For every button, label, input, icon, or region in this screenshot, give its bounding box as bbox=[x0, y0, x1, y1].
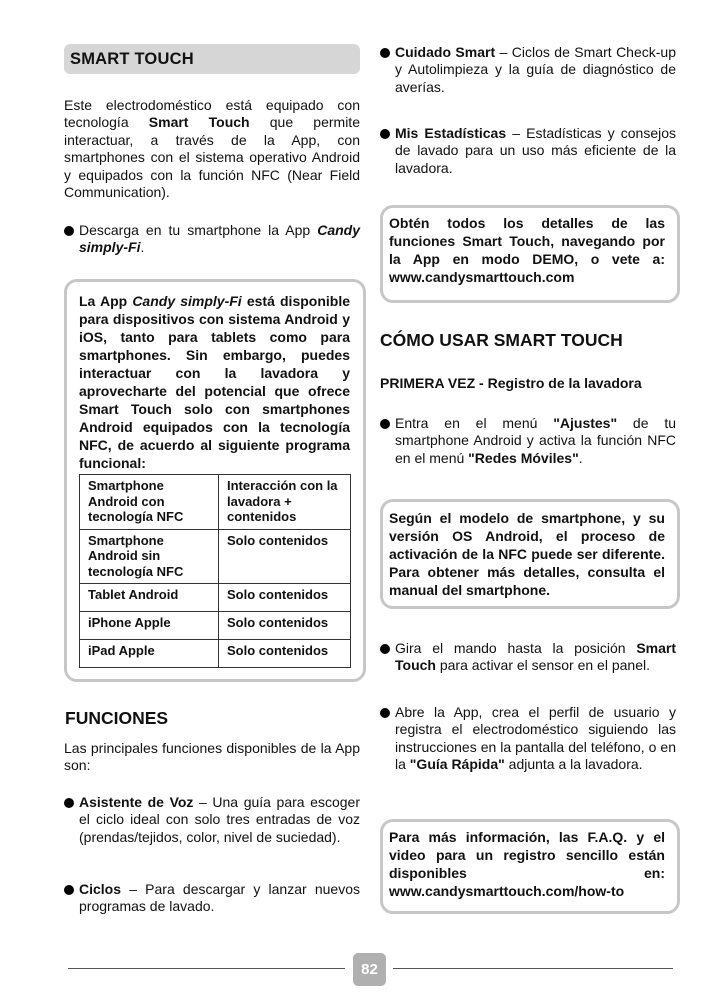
bullet-icon bbox=[64, 798, 74, 808]
app-name: Candy simply-Fi bbox=[79, 222, 360, 256]
function-title: Mis Estadísticas bbox=[395, 125, 507, 141]
function-desc: – Para descargar y lanzar nuevos programas de lavado. bbox=[79, 881, 360, 915]
availability-text-1: La App bbox=[79, 293, 133, 309]
function-item bbox=[64, 881, 360, 916]
function-item bbox=[380, 44, 676, 96]
availability-text bbox=[79, 292, 350, 472]
step-text: adjunta a la lavadora. bbox=[504, 756, 643, 773]
section-title-bar bbox=[64, 44, 360, 74]
table-cell-device: Tablet Android bbox=[80, 584, 219, 612]
table-row bbox=[80, 584, 351, 612]
footer-rule-right bbox=[393, 968, 673, 969]
funciones-heading: FUNCIONES bbox=[65, 708, 169, 728]
step-bold: "Redes Móviles" bbox=[468, 449, 579, 466]
demo-text: Obtén todos los detalles de las funciones Smart Touch, navegando por la App en modo DEMO, o vete a: www.candysmarttouch.com bbox=[389, 215, 665, 285]
bullet-icon bbox=[380, 644, 390, 654]
table-cell-device: iPad Apple bbox=[80, 640, 219, 668]
step-bullet bbox=[380, 640, 676, 675]
step-text: Gira el mando hasta la posición bbox=[395, 640, 637, 656]
function-title: Ciclos bbox=[79, 881, 122, 897]
table-cell-feature: Solo contenidos bbox=[219, 640, 351, 668]
note-text: Según el modelo de smartphone, y su versión OS Android, el proceso de activación de la NFC puede ser diferente. Para obtener más detalles, consulta el manual del smartphone. bbox=[389, 510, 665, 598]
table-row bbox=[80, 640, 351, 668]
download-text: Descarga en tu smartphone la App bbox=[79, 222, 318, 238]
bullet-icon bbox=[380, 129, 390, 139]
bullet-icon bbox=[64, 885, 74, 895]
availability-text-2: está disponible para dispositivos con sistema Android y iOS, tanto para tablets como para smartphones. Sin embargo, puedes interactuar con la lavadora y aprovecharte del potencial que ofrece Smart Touch solo con smartphones Android equipados con la tecnología NFC, de acuerdo al siguiente programa funcional: bbox=[79, 293, 350, 471]
table-row bbox=[80, 612, 351, 640]
function-desc: – Estadísticas y consejos de lavado para un uso más eficiente de la lavadora. bbox=[395, 125, 677, 176]
step-text: . bbox=[578, 449, 583, 466]
step-text: Entra en el menú bbox=[395, 415, 554, 431]
section-title: SMART TOUCH bbox=[70, 50, 194, 68]
como-usar-heading: CÓMO USAR SMART TOUCH bbox=[380, 330, 623, 350]
function-item bbox=[380, 125, 676, 177]
table-cell-device: iPhone Apple bbox=[80, 612, 219, 640]
function-title: Cuidado Smart bbox=[395, 44, 496, 60]
page-number: 82 bbox=[353, 953, 386, 986]
bullet-icon bbox=[64, 226, 74, 236]
table-cell-feature: Solo contenidos bbox=[219, 584, 351, 612]
download-end: . bbox=[140, 239, 145, 256]
table-cell-device: Smartphone Android con tecnología NFC bbox=[80, 475, 219, 530]
function-title: Asistente de Voz bbox=[79, 794, 194, 810]
table-cell-device: Smartphone Android sin tecnología NFC bbox=[80, 529, 219, 584]
intro-paragraph bbox=[64, 97, 360, 201]
function-desc: – Ciclos de Smart Check-up y Autolimpieza y la guía de diagnóstico de averías. bbox=[395, 44, 676, 95]
step-text: Abre la App, crea el perfil de usuario y registra el electrodoméstico siguiendo las instrucciones en la pantalla del teléfono, o en la bbox=[395, 704, 676, 773]
step-text: para activar el sensor en el panel. bbox=[435, 657, 650, 674]
availability-app-name: Candy simply-Fi bbox=[132, 293, 242, 309]
intro-bold: Smart Touch bbox=[148, 114, 250, 131]
download-bullet bbox=[64, 222, 360, 257]
step-bold: Smart Touch bbox=[395, 640, 676, 674]
compatibility-table bbox=[79, 474, 351, 668]
table-row bbox=[80, 475, 351, 530]
step-bold: "Guía Rápida" bbox=[409, 756, 505, 773]
funciones-intro: Las principales funciones disponibles de la App son: bbox=[64, 740, 360, 774]
table-cell-feature: Solo contenidos bbox=[219, 612, 351, 640]
bullet-icon bbox=[380, 48, 390, 58]
footer-rule-left bbox=[68, 968, 345, 969]
function-desc: – Una guía para escoger el ciclo ideal con solo tres entradas de voz (prendas/tejidos, color, nivel de suciedad). bbox=[79, 794, 360, 845]
table-cell-feature: Interacción con la lavadora + contenidos bbox=[219, 475, 351, 530]
bullet-icon bbox=[380, 419, 390, 429]
table-cell-feature: Solo contenidos bbox=[219, 529, 351, 584]
intro-text: Este electrodoméstico está equipado con tecnología bbox=[64, 97, 360, 131]
step-text: de tu smartphone Android y activa la función NFC en el menú bbox=[395, 415, 677, 466]
faq-text: Para más información, las F.A.Q. y el video para un registro sencillo están disponibles en: www.candysmarttouch.com/how-to bbox=[389, 829, 665, 899]
step-bold: "Ajustes" bbox=[553, 415, 618, 431]
first-time-subheading: PRIMERA VEZ - Registro de la lavadora bbox=[380, 375, 642, 391]
step-bullet bbox=[380, 704, 676, 774]
function-item bbox=[64, 794, 360, 846]
table-row bbox=[80, 529, 351, 584]
step-bullet bbox=[380, 415, 676, 467]
bullet-icon bbox=[380, 708, 390, 718]
intro-text-2: que permite interactuar, a través de la App, con smartphones con el sistema operativo Android y equipados con la función NFC (Near Field Communication). bbox=[64, 114, 360, 201]
